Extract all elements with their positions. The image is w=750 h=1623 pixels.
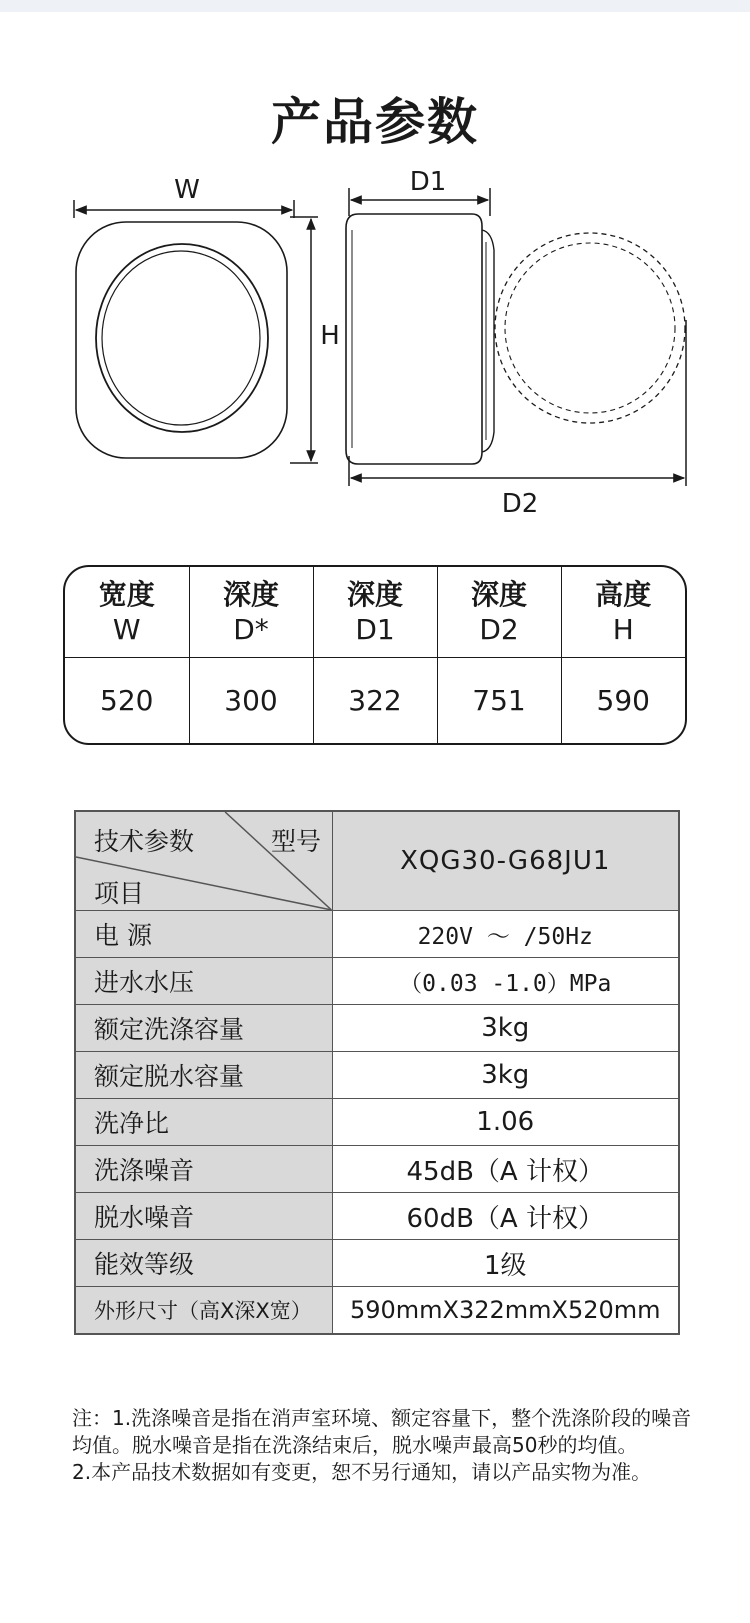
spec-label: 能效等级 (75, 1240, 332, 1287)
label-d1: D1 (409, 167, 447, 197)
label-w: W (174, 175, 200, 205)
washer-side-body (346, 214, 482, 464)
spec-value: 45dB（A 计权） (332, 1146, 679, 1193)
label-h: H (320, 321, 340, 351)
spec-label: 额定脱水容量 (75, 1052, 332, 1099)
spec-row-spin-capacity (75, 1052, 679, 1099)
spec-header-cell (75, 811, 332, 911)
model-number: XQG30-G68JU1 (332, 811, 679, 911)
front-view (74, 175, 340, 463)
footnote (72, 1405, 692, 1486)
door-swing-outer (495, 233, 685, 423)
door-swing-inner (505, 243, 675, 413)
spec-row-dimensions (75, 1287, 679, 1335)
footnote-line-2: 2.本产品技术数据如有变更，恕不另行通知，请以产品实物为准。 (72, 1460, 652, 1484)
dim-value-height: 590 (561, 658, 685, 744)
footnote-line-1: 注：1.洗涤噪音是指在消声室环境、额定容量下，整个洗涤阶段的噪音均值。脱水噪音是指在洗涤结束后，脱水噪声最高50秒的均值。 (72, 1406, 692, 1457)
spec-value: 3kg (332, 1005, 679, 1052)
page-title: 产品参数 (271, 93, 479, 151)
door-profile (482, 230, 494, 452)
spec-table (74, 810, 680, 1335)
spec-value: 1.06 (332, 1099, 679, 1146)
spec-row-energy-grade (75, 1240, 679, 1287)
dim-value-depth-star: 300 (189, 658, 313, 744)
dimension-header-row (65, 567, 685, 658)
spec-row-spin-noise (75, 1193, 679, 1240)
spec-label: 额定洗涤容量 (75, 1005, 332, 1052)
dim-header-height: 高度 H (561, 567, 685, 658)
spec-row-water-pressure (75, 958, 679, 1005)
dimension-diagram (0, 160, 750, 530)
spec-value: 220V ～ /50Hz (332, 911, 679, 958)
spec-label: 进水水压 (75, 958, 332, 1005)
spec-row-wash-capacity (75, 1005, 679, 1052)
spec-row-wash-noise (75, 1146, 679, 1193)
dim-header-width: 宽度 W (65, 567, 189, 658)
header-model: 型号 (271, 827, 322, 856)
spec-row-washing-ratio (75, 1099, 679, 1146)
spec-value: 590mmX322mmX520mm (332, 1287, 679, 1335)
side-view (346, 167, 686, 519)
spec-value: 3kg (332, 1052, 679, 1099)
spec-label: 外形尺寸（高X深X宽） (75, 1287, 332, 1335)
spec-value: 1级 (332, 1240, 679, 1287)
spec-row-power (75, 911, 679, 958)
dim-value-depth-d2: 751 (437, 658, 561, 744)
header-item: 项目 (94, 879, 145, 908)
spec-label: 洗净比 (75, 1099, 332, 1146)
spec-value: （0.03 -1.0）MPa (332, 958, 679, 1005)
dim-header-depth-star: 深度 D* (189, 567, 313, 658)
header-tech-params: 技术参数 (94, 827, 195, 856)
top-bar (0, 0, 750, 12)
spec-label: 电 源 (75, 911, 332, 958)
dim-header-depth-d2: 深度 D2 (437, 567, 561, 658)
spec-value: 60dB（A 计权） (332, 1193, 679, 1240)
dimension-table (63, 565, 687, 745)
spec-label: 脱水噪音 (75, 1193, 332, 1240)
spec-header-row (75, 811, 679, 911)
dim-value-depth-d1: 322 (313, 658, 437, 744)
dimension-value-row (65, 658, 685, 744)
spec-label: 洗涤噪音 (75, 1146, 332, 1193)
dim-value-width: 520 (65, 658, 189, 744)
dim-header-depth-d1: 深度 D1 (313, 567, 437, 658)
label-d2: D2 (501, 489, 539, 519)
washer-front-body (76, 222, 287, 458)
